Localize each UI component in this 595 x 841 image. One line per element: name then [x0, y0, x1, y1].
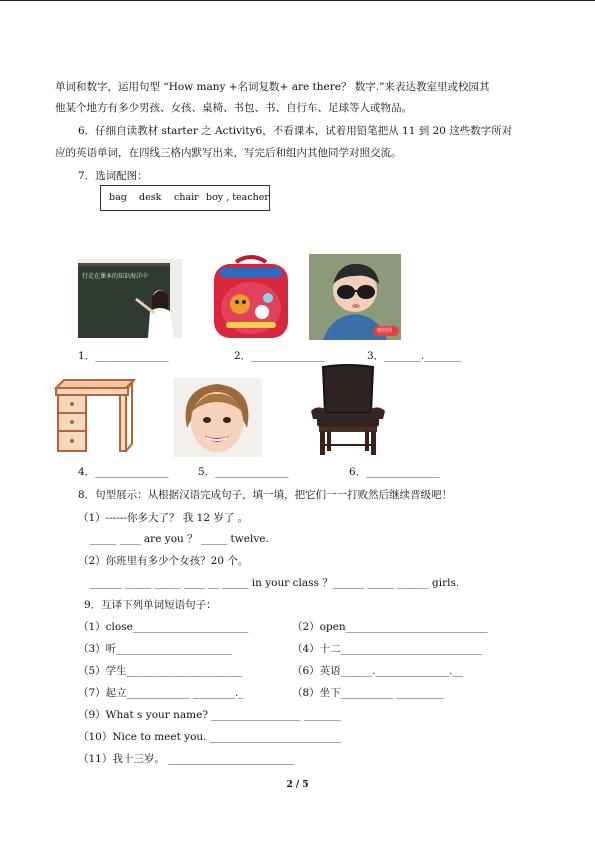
- q9-item-8[interactable]: （8）坐下__________ _________: [292, 687, 444, 699]
- word-bag: bag: [109, 192, 127, 203]
- q9-item-11[interactable]: （11）我十三岁。 ________________________: [78, 753, 295, 765]
- blank-4[interactable]: 4．______________: [78, 466, 169, 478]
- intro-line-1: 单词和数字，运用句型 “How many +名词复数+ are there？ 数字.”来表达教室里或校园其: [55, 81, 490, 93]
- word-desk: desk: [139, 192, 162, 203]
- desk-image: [52, 378, 136, 456]
- intro-line-2: 他某个地方有多少男孩、女孩、桌椅、书包、书、自行车、足球等人或物品。: [55, 102, 412, 114]
- boy-image: [309, 254, 401, 340]
- q9-item-4[interactable]: （4）十二___________________________: [292, 643, 483, 655]
- q9-item-10[interactable]: （10）Nice to meet you. _________________________: [78, 731, 342, 743]
- word-box: [100, 185, 270, 211]
- q8-title: 8．句型展示：从根据汉语完成句子，填一填，把它们一一打败然后继续晋级吧！: [78, 489, 453, 501]
- chair-image: [307, 363, 389, 456]
- q8-sentence-2-cn: （2）你班里有多少个女孩？20 个。: [78, 555, 249, 567]
- word-chair: chair: [174, 192, 199, 203]
- word-boy-teacher: boy , teacher: [206, 192, 269, 203]
- teacher-image: [78, 259, 182, 338]
- watermark-logo: 财经网: [377, 328, 393, 334]
- q6-line-1: 6．仔细自读教材 starter 之 Activity6，不看课本，试着用铅笔把从 11 到 20 这些数字所对: [78, 125, 513, 137]
- q9-item-9[interactable]: （9）What s your name? _________________ _______: [78, 709, 341, 721]
- blank-6[interactable]: 6．______________: [349, 466, 440, 478]
- q6-line-2: 应的英语单词，在四线三格内默写出来，写完后和组内其他同学对照交流。: [55, 147, 402, 159]
- blank-2[interactable]: 2．______________: [234, 350, 325, 362]
- q7-title: 7．选词配图：: [78, 170, 148, 182]
- q8-sentence-1-cn: （1）------你多大了？ 我 12 岁了 。: [78, 512, 249, 524]
- girl-image: [173, 378, 262, 457]
- q9-item-5[interactable]: （5）学生______________________: [78, 665, 243, 677]
- page-number: 2 / 5: [286, 780, 309, 790]
- blank-3[interactable]: 3．_______._______: [367, 350, 462, 362]
- q8-sentence-2-en[interactable]: ______ _____ _____ ____ __ _____ in your class ？______ _____ ______ girls.: [90, 577, 460, 589]
- q9-item-6[interactable]: （6）英语______.______________.__: [292, 665, 463, 677]
- blank-5[interactable]: 5．______________: [198, 466, 289, 478]
- q9-item-3[interactable]: （3）听______________________: [78, 643, 232, 655]
- blank-1[interactable]: 1．______________: [78, 350, 169, 362]
- top-border: [0, 0, 595, 1]
- chalk-writing: 行走在课本的知识海洋中: [82, 273, 149, 280]
- q9-item-7[interactable]: （7）起立____________ ________._: [78, 687, 244, 699]
- q8-sentence-1-en[interactable]: _____ ____ are you ？ _____ twelve.: [90, 533, 269, 545]
- bag-image: [206, 252, 296, 340]
- q9-item-2[interactable]: （2）open___________________________: [292, 621, 488, 633]
- q9-item-1[interactable]: （1）close______________________: [78, 621, 249, 633]
- q9-title: 9．互译下列单词短语句子：: [84, 599, 217, 611]
